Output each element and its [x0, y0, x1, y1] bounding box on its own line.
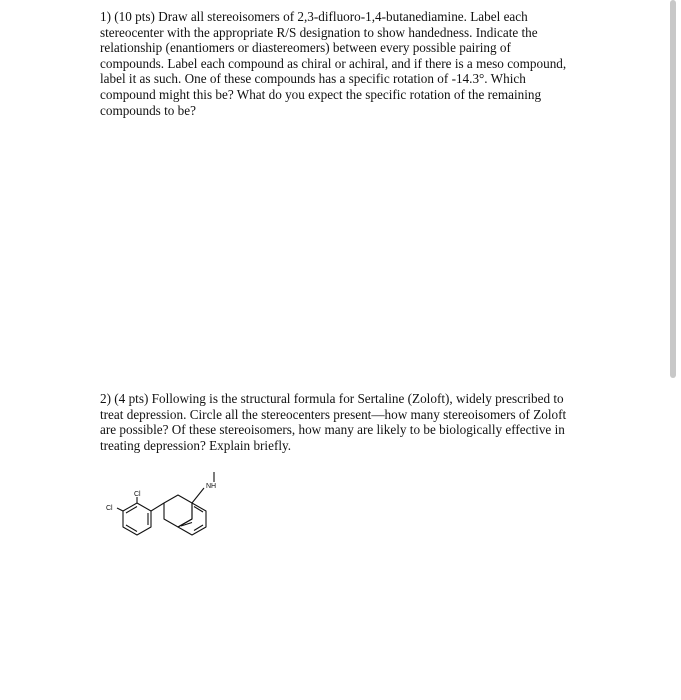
question-1-line: relationship (enantiomers or diastereomers) between every possible pairing of [100, 40, 511, 56]
cl-bond-left [117, 508, 123, 511]
dichlorophenyl-ring [123, 503, 151, 535]
cl-label-top: Cl [134, 491, 141, 498]
aryl-bond [151, 503, 164, 511]
question-1-line: compounds to be? [100, 102, 196, 118]
question-2 [100, 391, 580, 453]
sertraline-structure [96, 466, 226, 556]
question-1-line: 1) (10 pts) Draw all stereoisomers of 2,3-difluoro-1,4-butanediamine. Label each [100, 9, 528, 24]
question-2-line: treat depression. Circle all the stereocenters present—how many stereoisomers of Zoloft [100, 406, 567, 422]
nh-bond [192, 488, 204, 503]
benzo-ring [178, 503, 206, 535]
question-2-line: are possible? Of these stereoisomers, how many are likely to be biologically effective in [100, 422, 565, 438]
question-2-line: 2) (4 pts) Following is the structural formula for Sertaline (Zoloft), widely prescribed to [100, 391, 564, 406]
question-2-line: treating depression? Explain briefly. [100, 437, 292, 453]
cyclohexene-ring [164, 495, 192, 527]
question-1-line: label it as such. One of these compounds has a specific rotation of -14.3°. Which [100, 71, 526, 87]
cl-label-left: Cl [106, 505, 113, 512]
question-1-line: compound might this be? What do you expect the specific rotation of the remaining [100, 86, 542, 102]
question-1 [100, 9, 580, 118]
vertical-scrollbar[interactable] [670, 0, 676, 378]
question-1-line: compounds. Label each compound as chiral or achiral, and if there is a meso compound, [100, 55, 567, 71]
question-1-line: stereocenter with the appropriate R/S designation to show handedness. Indicate the [100, 24, 538, 40]
nh-label: NH [206, 483, 217, 490]
